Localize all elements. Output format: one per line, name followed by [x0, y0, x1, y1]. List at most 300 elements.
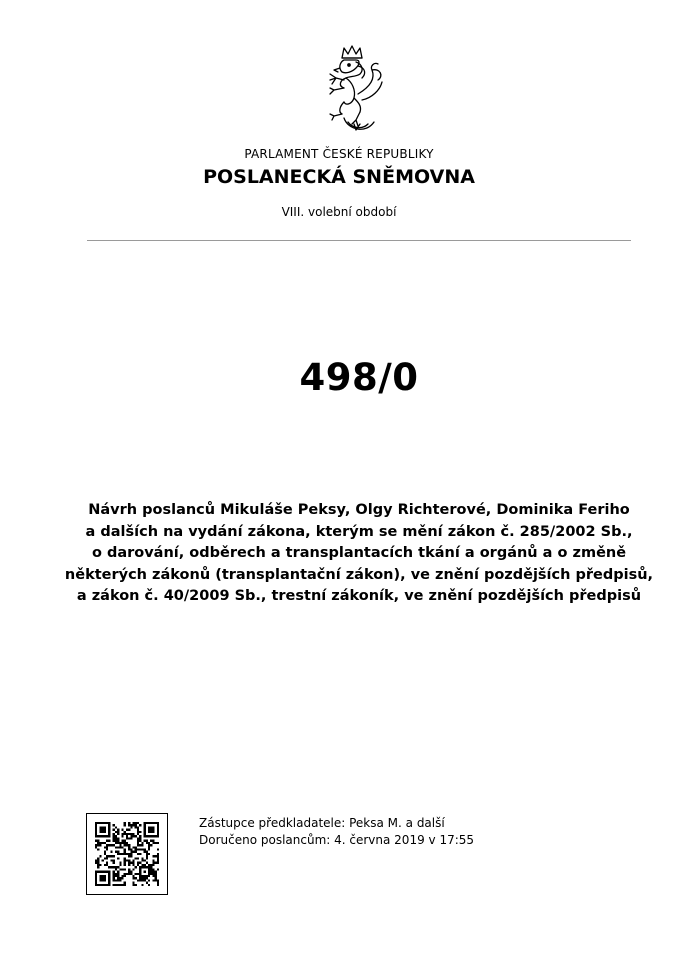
qr-module [144, 866, 146, 868]
qr-module [99, 855, 101, 857]
qr-module [139, 873, 141, 875]
qr-module [124, 860, 126, 862]
qr-module [124, 857, 126, 859]
qr-module [115, 835, 117, 837]
qr-module [104, 857, 106, 859]
qr-module [102, 826, 104, 828]
header-divider [87, 240, 631, 241]
qr-module [135, 822, 137, 824]
qr-module [152, 842, 154, 844]
qr-module [150, 873, 152, 875]
qr-module [150, 835, 152, 837]
qr-module [141, 864, 143, 866]
qr-module [119, 844, 121, 846]
qr-module [157, 842, 159, 844]
qr-module [130, 837, 132, 839]
qr-module [124, 844, 126, 846]
qr-module [104, 879, 106, 881]
qr-module [117, 851, 119, 853]
qr-module [119, 846, 121, 848]
qr-module [137, 853, 139, 855]
qr-module [128, 829, 130, 831]
qr-module [115, 866, 117, 868]
qr-module [130, 848, 132, 850]
qr-module [95, 884, 97, 886]
qr-module [157, 829, 159, 831]
qr-module [95, 879, 97, 881]
qr-module [106, 884, 108, 886]
qr-module [126, 837, 128, 839]
qr-module [144, 829, 146, 831]
qr-module [124, 842, 126, 844]
qr-module [97, 842, 99, 844]
qr-module [137, 829, 139, 831]
qr-module [152, 826, 154, 828]
qr-module [104, 829, 106, 831]
qr-module [146, 855, 148, 857]
qr-module [124, 831, 126, 833]
qr-module [126, 853, 128, 855]
qr-module [95, 860, 97, 862]
qr-module [115, 851, 117, 853]
qr-module [104, 846, 106, 848]
qr-module [130, 826, 132, 828]
qr-module [115, 879, 117, 881]
qr-module [108, 873, 110, 875]
qr-module [108, 882, 110, 884]
qr-module [95, 882, 97, 884]
qr-module [133, 851, 135, 853]
qr-module [124, 840, 126, 842]
qr-module [146, 853, 148, 855]
czech-lion-emblem-icon [322, 44, 392, 136]
qr-module [139, 877, 141, 879]
qr-module [97, 835, 99, 837]
qr-module [117, 837, 119, 839]
qr-module [95, 875, 97, 877]
qr-module [148, 875, 150, 877]
qr-module [150, 829, 152, 831]
qr-module [126, 835, 128, 837]
qr-module [148, 873, 150, 875]
qr-module [102, 829, 104, 831]
qr-module [137, 822, 139, 824]
qr-module [124, 833, 126, 835]
qr-module [133, 833, 135, 835]
title-line: a zákon č. 40/2009 Sb., trestní zákoník, ve znění pozdějších předpisů [76, 588, 642, 604]
qr-module [152, 864, 154, 866]
qr-module [135, 848, 137, 850]
qr-module [148, 879, 150, 881]
qr-module [97, 864, 99, 866]
qr-module [124, 822, 126, 824]
qr-module [141, 875, 143, 877]
qr-module [155, 822, 157, 824]
qr-module [113, 833, 115, 835]
qr-module [95, 846, 97, 848]
qr-module [146, 877, 148, 879]
qr-module [99, 879, 101, 881]
qr-module [115, 875, 117, 877]
delivery-date-text: Doručeno poslancům: 4. června 2019 v 17:55 [199, 833, 475, 847]
qr-module [99, 871, 101, 873]
qr-module [130, 851, 132, 853]
qr-module [97, 884, 99, 886]
qr-module [117, 873, 119, 875]
qr-module [124, 875, 126, 877]
qr-module [137, 833, 139, 835]
qr-module [152, 855, 154, 857]
qr-module [139, 875, 141, 877]
qr-module [97, 848, 99, 850]
qr-module [139, 824, 141, 826]
qr-module [108, 829, 110, 831]
qr-module [126, 860, 128, 862]
qr-module [115, 868, 117, 870]
qr-module [152, 822, 154, 824]
qr-module [113, 824, 115, 826]
qr-module [137, 844, 139, 846]
qr-module [141, 844, 143, 846]
qr-module [144, 871, 146, 873]
qr-module [115, 831, 117, 833]
qr-module [124, 848, 126, 850]
qr-module [117, 871, 119, 873]
qr-module [144, 848, 146, 850]
qr-module [141, 884, 143, 886]
qr-module [148, 871, 150, 873]
qr-module [115, 837, 117, 839]
qr-module [130, 873, 132, 875]
qr-module [108, 831, 110, 833]
qr-module [152, 871, 154, 873]
qr-module [113, 855, 115, 857]
qr-module [113, 871, 115, 873]
qr-module [117, 833, 119, 835]
qr-module [108, 866, 110, 868]
qr-module [157, 855, 159, 857]
qr-module [139, 840, 141, 842]
qr-module [157, 833, 159, 835]
qr-module [95, 822, 97, 824]
qr-module [133, 882, 135, 884]
qr-module [121, 829, 123, 831]
qr-module [97, 862, 99, 864]
qr-module [135, 851, 137, 853]
qr-module [95, 826, 97, 828]
qr-module [137, 831, 139, 833]
qr-module [133, 884, 135, 886]
qr-module [108, 879, 110, 881]
qr-module [95, 862, 97, 864]
qr-module [110, 860, 112, 862]
qr-module [106, 840, 108, 842]
qr-module [139, 831, 141, 833]
qr-module [106, 846, 108, 848]
qr-module [135, 857, 137, 859]
qr-module [144, 875, 146, 877]
qr-module [148, 848, 150, 850]
qr-module [157, 862, 159, 864]
qr-module [104, 822, 106, 824]
qr-module [121, 835, 123, 837]
qr-module [119, 853, 121, 855]
qr-module [124, 882, 126, 884]
qr-module [128, 864, 130, 866]
parliament-name: PARLAMENT ČESKÉ REPUBLIKY [244, 147, 434, 161]
qr-module [135, 824, 137, 826]
qr-module [108, 840, 110, 842]
qr-module [146, 842, 148, 844]
qr-module [150, 826, 152, 828]
qr-module [133, 864, 135, 866]
qr-module [102, 831, 104, 833]
qr-module [146, 857, 148, 859]
qr-module [141, 860, 143, 862]
qr-module [126, 842, 128, 844]
qr-module [152, 829, 154, 831]
qr-module [148, 835, 150, 837]
qr-module [115, 842, 117, 844]
qr-module [124, 873, 126, 875]
qr-module [133, 862, 135, 864]
qr-module [133, 877, 135, 879]
qr-module [128, 853, 130, 855]
qr-module [130, 855, 132, 857]
qr-module [150, 871, 152, 873]
qr-module [128, 873, 130, 875]
qr-module [113, 840, 115, 842]
qr-module [113, 875, 115, 877]
qr-module [124, 853, 126, 855]
qr-module [102, 860, 104, 862]
qr-module [144, 833, 146, 835]
qr-module [155, 877, 157, 879]
qr-module [102, 842, 104, 844]
qr-module [119, 842, 121, 844]
qr-module [124, 862, 126, 864]
qr-module [104, 871, 106, 873]
qr-module [144, 864, 146, 866]
qr-module [157, 884, 159, 886]
qr-module [155, 871, 157, 873]
qr-module [117, 829, 119, 831]
qr-module [95, 871, 97, 873]
title-line: některých zákonů (transplantační zákon), ve znění pozdějších předpisů, [64, 566, 654, 583]
qr-module [148, 864, 150, 866]
electoral-term: VIII. volební období [281, 205, 397, 219]
qr-module [119, 884, 121, 886]
qr-module [137, 848, 139, 850]
qr-module [104, 875, 106, 877]
qr-module [121, 833, 123, 835]
qr-module [137, 837, 139, 839]
qr-module [104, 853, 106, 855]
qr-module [150, 822, 152, 824]
representative-text: Zástupce předkladatele: Peksa M. a další [199, 816, 445, 830]
qr-module [108, 877, 110, 879]
qr-module [152, 862, 154, 864]
qr-module [146, 851, 148, 853]
qr-module [102, 884, 104, 886]
qr-module [148, 831, 150, 833]
qr-module [99, 822, 101, 824]
qr-module [157, 853, 159, 855]
qr-module [117, 875, 119, 877]
qr-module [121, 875, 123, 877]
qr-module [137, 857, 139, 859]
qr-module [148, 868, 150, 870]
qr-module [104, 851, 106, 853]
qr-module [130, 871, 132, 873]
qr-module [141, 866, 143, 868]
qr-module [135, 873, 137, 875]
qr-module [121, 846, 123, 848]
document-title [60, 500, 658, 608]
qr-module [139, 866, 141, 868]
qr-module [113, 866, 115, 868]
qr-code-icon [86, 813, 168, 895]
qr-module [124, 864, 126, 866]
qr-module [113, 877, 115, 879]
qr-module [144, 851, 146, 853]
qr-module [117, 877, 119, 879]
qr-module [104, 835, 106, 837]
qr-module [99, 826, 101, 828]
qr-module [113, 844, 115, 846]
qr-module [99, 842, 101, 844]
qr-module [115, 884, 117, 886]
qr-module [106, 835, 108, 837]
qr-module [128, 871, 130, 873]
qr-module [117, 831, 119, 833]
qr-module [155, 875, 157, 877]
qr-module [157, 882, 159, 884]
qr-module [95, 844, 97, 846]
qr-module [141, 842, 143, 844]
qr-module [152, 835, 154, 837]
qr-module [113, 837, 115, 839]
qr-module [133, 846, 135, 848]
qr-module [133, 822, 135, 824]
qr-module [148, 842, 150, 844]
qr-module [108, 826, 110, 828]
qr-module [148, 884, 150, 886]
qr-module [113, 873, 115, 875]
qr-module [121, 877, 123, 879]
qr-module [119, 879, 121, 881]
qr-module [119, 877, 121, 879]
qr-module [152, 840, 154, 842]
qr-module [150, 864, 152, 866]
qr-module [97, 844, 99, 846]
qr-module [133, 824, 135, 826]
qr-module [128, 844, 130, 846]
qr-module [148, 866, 150, 868]
title-line: Návrh poslanců Mikuláše Peksy, Olgy Richterové, Dominika Feriho [88, 502, 630, 518]
qr-module [128, 824, 130, 826]
qr-module [157, 822, 159, 824]
qr-module [144, 822, 146, 824]
qr-module [146, 840, 148, 842]
qr-module [104, 884, 106, 886]
qr-module [97, 860, 99, 862]
qr-module [121, 884, 123, 886]
qr-module [106, 864, 108, 866]
qr-module [157, 857, 159, 859]
qr-module [106, 855, 108, 857]
qr-module [155, 855, 157, 857]
qr-module [144, 824, 146, 826]
qr-module [139, 871, 141, 873]
qr-module [144, 860, 146, 862]
qr-module [99, 875, 101, 877]
qr-module [128, 837, 130, 839]
qr-module [157, 835, 159, 837]
qr-module [137, 864, 139, 866]
chamber-name: POSLANECKÁ SNĚMOVNA [203, 166, 475, 188]
qr-module [157, 860, 159, 862]
qr-module [135, 826, 137, 828]
title-line: a dalších na vydání zákona, kterým se mění zákon č. 285/2002 Sb., [85, 523, 633, 540]
qr-module [126, 844, 128, 846]
qr-module [152, 831, 154, 833]
qr-module [108, 824, 110, 826]
qr-module [128, 860, 130, 862]
qr-module [146, 862, 148, 864]
qr-module [119, 868, 121, 870]
qr-module [148, 829, 150, 831]
qr-module [155, 873, 157, 875]
qr-module [130, 853, 132, 855]
qr-module [99, 844, 101, 846]
qr-module [106, 822, 108, 824]
qr-module [128, 848, 130, 850]
qr-module [128, 833, 130, 835]
qr-module [110, 855, 112, 857]
qr-module [115, 826, 117, 828]
qr-module [99, 884, 101, 886]
qr-module [102, 875, 104, 877]
qr-module [148, 846, 150, 848]
qr-module [128, 855, 130, 857]
qr-module [110, 851, 112, 853]
qr-module [117, 866, 119, 868]
qr-module [152, 875, 154, 877]
qr-module [146, 866, 148, 868]
qr-module [144, 877, 146, 879]
qr-module [99, 829, 101, 831]
qr-module [157, 826, 159, 828]
qr-module [106, 848, 108, 850]
qr-module [102, 835, 104, 837]
qr-module [95, 873, 97, 875]
qr-module [139, 844, 141, 846]
qr-module [130, 835, 132, 837]
qr-module [97, 822, 99, 824]
qr-module [139, 853, 141, 855]
qr-module [152, 873, 154, 875]
print-number: 498/0 [299, 356, 419, 399]
qr-module [130, 833, 132, 835]
qr-module [124, 884, 126, 886]
qr-module [108, 822, 110, 824]
qr-module [146, 822, 148, 824]
qr-module [155, 835, 157, 837]
qr-module [144, 831, 146, 833]
qr-module [108, 871, 110, 873]
qr-module [95, 877, 97, 879]
